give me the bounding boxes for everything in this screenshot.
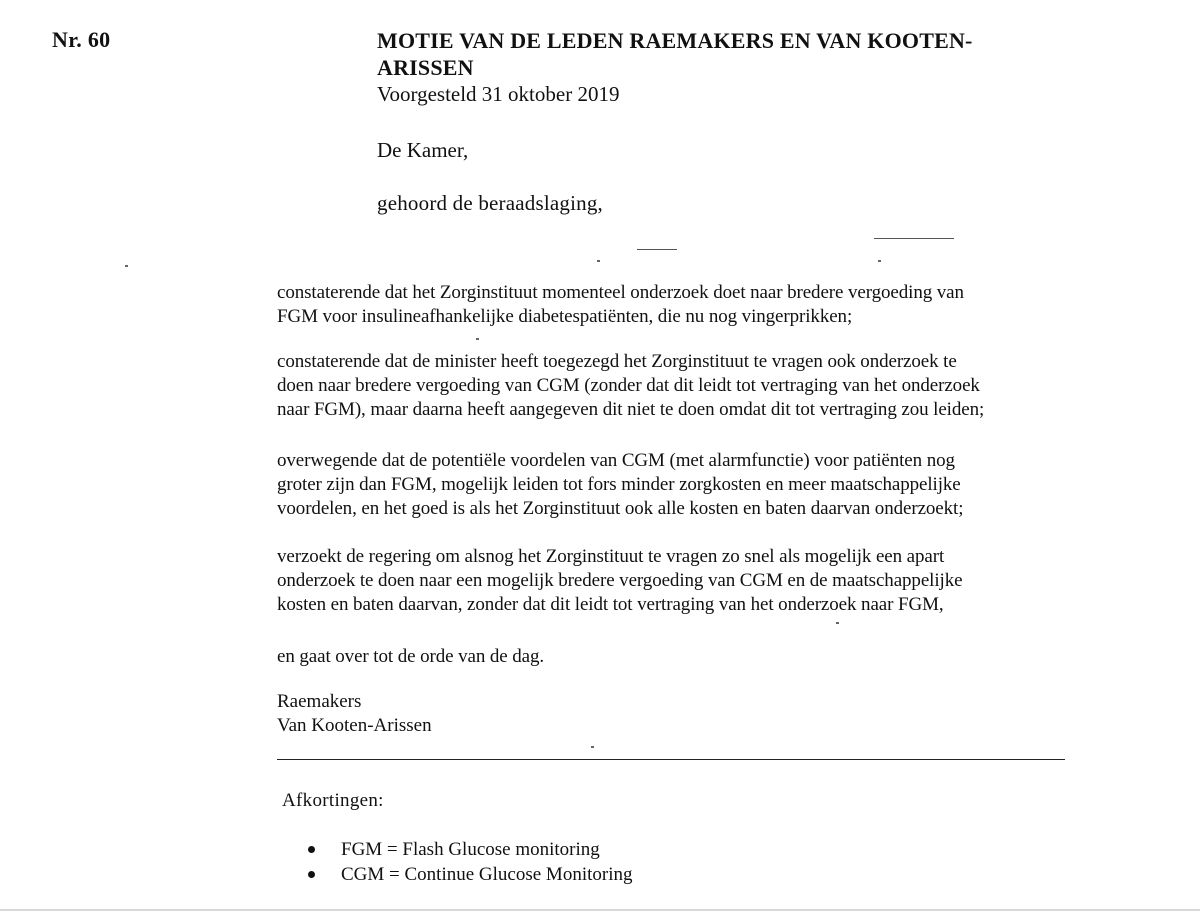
closing-line: en gaat over tot de orde van de dag.	[277, 646, 545, 667]
paragraph-line: onderzoek te doen naar een mogelijk bredere vergoeding van CGM en de maatschappelijke	[277, 570, 963, 591]
scan-speck	[476, 338, 479, 340]
scan-speck	[591, 746, 594, 748]
paragraph-line: constaterende dat de minister heeft toegezegd het Zorginstituut te vragen ook onderzoek te	[277, 351, 957, 372]
scan-speck	[125, 265, 128, 267]
paragraph-line: overwegende dat de potentiële voordelen van CGM (met alarmfunctie) voor patiënten nog	[277, 450, 955, 471]
list-item	[308, 862, 633, 887]
paragraph-weighing	[277, 449, 1097, 521]
paragraph-considering-2	[277, 350, 1097, 422]
signers	[277, 690, 432, 738]
paragraph-request	[277, 545, 1097, 617]
paragraph-line: verzoekt de regering om alsnog het Zorginstituut te vragen zo snel als mogelijk een apart	[277, 546, 945, 567]
abbreviations-list	[308, 837, 633, 887]
motion-title-line-1: MOTIE VAN DE LEDEN RAEMAKERS EN VAN KOOTEN-	[377, 28, 973, 53]
scan-speck	[597, 260, 600, 262]
abbreviations-heading: Afkortingen:	[282, 790, 384, 811]
abbreviation-text: CGM = Continue Glucose Monitoring	[341, 864, 633, 885]
scan-speck	[836, 622, 839, 624]
bullet-icon	[308, 871, 315, 878]
abbreviation-text: FGM = Flash Glucose monitoring	[341, 839, 600, 860]
paragraph-line: FGM voor insulineafhankelijke diabetespatiënten, die nu nog vingerprikken;	[277, 306, 853, 327]
paragraph-line: groter zijn dan FGM, mogelijk leiden tot fors minder zorgkosten en meer maatschappelijke	[277, 474, 961, 495]
scan-speck	[878, 260, 881, 262]
motion-title-line-2: ARISSEN	[377, 55, 474, 80]
proposed-date: Voorgesteld 31 oktober 2019	[377, 82, 620, 106]
signer-name: Raemakers	[277, 691, 362, 712]
paragraph-line: kosten en baten daarvan, zonder dat dit leidt tot vertraging van het onderzoek naar FGM,	[277, 594, 944, 615]
paragraph-line: doen naar bredere vergoeding van CGM (zonder dat dit leidt tot vertraging van het onderzoek	[277, 375, 980, 396]
horizontal-rule	[277, 759, 1065, 760]
salutation: De Kamer,	[377, 138, 469, 162]
paragraph-line: naar FGM), maar daarna heeft aangegeven dit niet te doen omdat dit tot vertraging zou leiden;	[277, 399, 985, 420]
paragraph-line: constaterende dat het Zorginstituut momenteel onderzoek doet naar bredere vergoeding van	[277, 282, 964, 303]
scan-mark	[637, 249, 677, 250]
page-bottom-border	[0, 909, 1200, 911]
motion-title	[377, 27, 1057, 81]
heard-deliberation: gehoord de beraadslaging,	[377, 191, 604, 215]
document-number: Nr. 60	[52, 27, 111, 52]
scan-mark	[874, 238, 954, 239]
paragraph-line: voordelen, en het goed is als het Zorginstituut ook alle kosten en baten daarvan onderzoekt;	[277, 498, 964, 519]
paragraph-considering-1	[277, 281, 1097, 329]
document-header	[377, 27, 1057, 108]
bullet-icon	[308, 846, 315, 853]
signer-name: Van Kooten-Arissen	[277, 715, 432, 736]
list-item	[308, 837, 633, 862]
